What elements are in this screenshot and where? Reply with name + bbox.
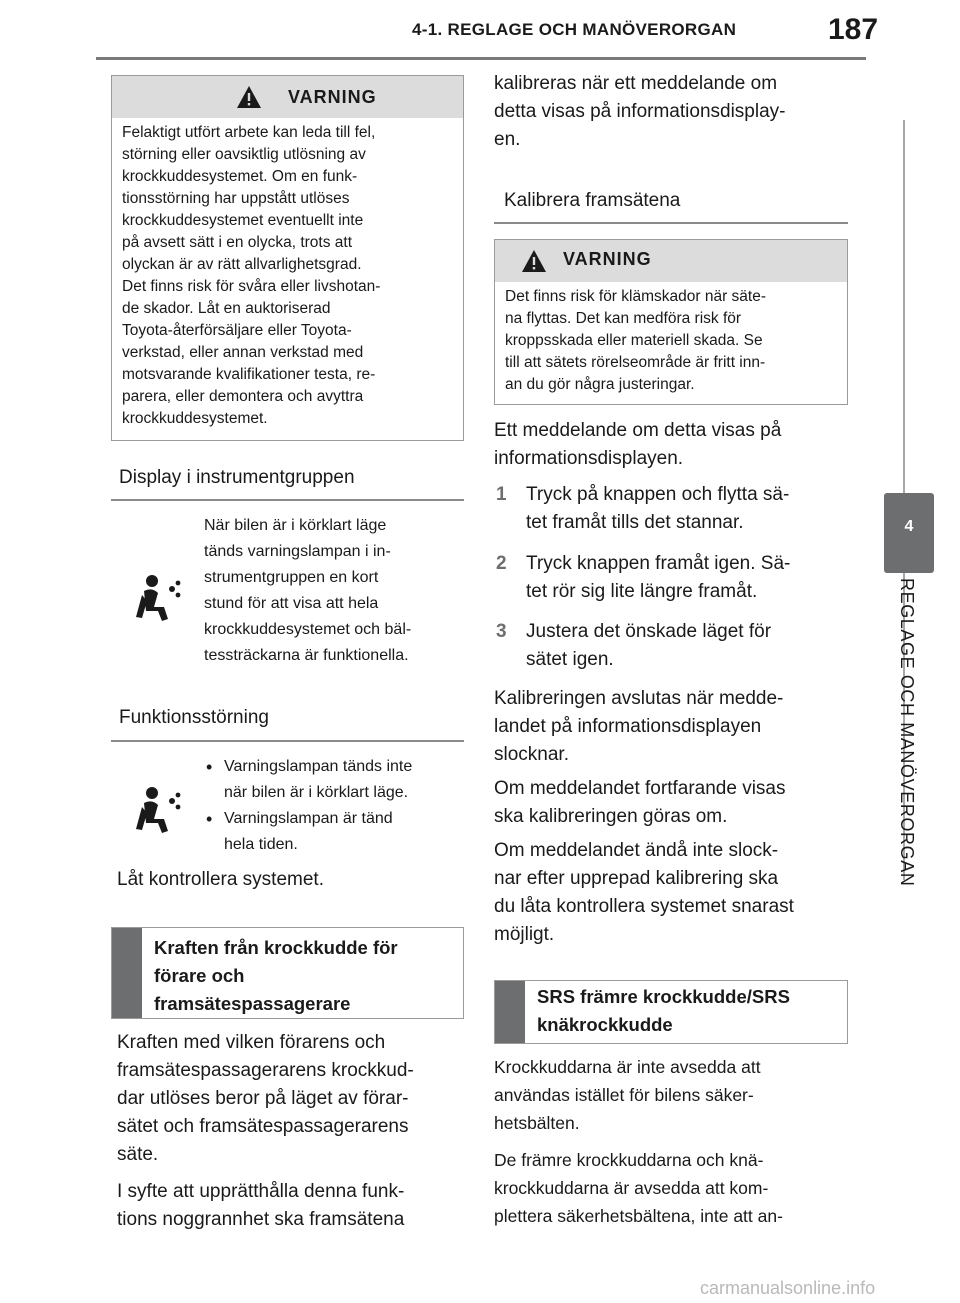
warning-triangle-icon — [521, 249, 547, 273]
calibration-again-paragraph: Om meddelandet fortfarande visas ska kalibreringen göras om. — [494, 778, 786, 827]
section-rule — [111, 499, 464, 501]
warning-label: VARNING — [288, 87, 377, 107]
header-rule — [96, 57, 866, 60]
warning-text: Det finns risk för klämskador när säte- na flyttas. Det kan medföra risk för kroppsskada eller materiell skada. Se till att sätets rörelseområde är fritt inn- an du gör några justeringar. — [505, 288, 767, 393]
step-number: 1 — [496, 484, 507, 505]
chapter-title: 4-1. REGLAGE OCH MANÖVERORGAN — [412, 20, 737, 39]
chapter-side-label: REGLAGE OCH MANÖVERORGAN — [897, 578, 917, 887]
display-text: När bilen är i körklart läge tänds varningslampan i in- strumentgruppen en kort stund för att visa att hela krockkuddesystemet och bäl- tessträckarna är funktionella. — [204, 517, 412, 664]
subheading-box-force — [111, 927, 464, 1019]
airbag-warning-icon — [134, 573, 184, 623]
step-2: 2 Tryck knappen framåt igen. Sä- tet rör sig lite längre framåt. — [494, 550, 854, 606]
malfunction-list — [202, 754, 466, 858]
calibration-check-paragraph: Om meddelandet ändå inte slock- nar efter upprepad kalibrering ska du låta kontrollera systemet snarast möjligt. — [494, 840, 794, 945]
subheading-box-srs — [494, 980, 848, 1044]
section-rule — [494, 222, 848, 224]
warning-text: Felaktigt utfört arbete kan leda till fel, störning eller oavsiktlig utlösning av krockkuddesystemet. Om en funk- tionsstörning har uppstått utlöses krockkuddesystemet eventuellt inte på avsett sätt i en olycka, trots att olyckan är av rätt allvarlighetsgrad. Det finns risk för svåra eller livshotan- de skador. Låt en auktoriserad Toyota-återförsäljare eller Toyota- verkstad, eller annan verkstad med motsvarande kvalifikationer testa, re- parera, eller demontera och avyttra krockkuddesystemet. — [122, 124, 381, 427]
calibration-end-paragraph: Kalibreringen avslutas när medde- landet på informationsdisplayen slocknar. — [494, 688, 784, 765]
warning-triangle-icon — [236, 85, 262, 109]
step-3: 3 Justera det önskade läget för sätet igen. — [494, 618, 854, 674]
subheading-bar — [112, 928, 142, 1018]
list-item: • Varningslampan tänds inte när bilen är i körklart läge. — [202, 754, 466, 806]
warning-header — [112, 76, 463, 118]
subheading-text: Kraften från krockkudde för förare och framsätespassagerare — [154, 937, 398, 1014]
srs-paragraph-1: Krockkuddarna är inte avsedda att användas istället för bilens säker- hetsbälten. — [494, 1057, 761, 1133]
step-number: 2 — [496, 553, 507, 574]
section-heading-calibrate: Kalibrera framsätena — [504, 190, 681, 211]
message-paragraph: Ett meddelande om detta visas på informationsdisplayen. — [494, 420, 782, 469]
chapter-tab-number: 4 — [904, 518, 914, 535]
force-paragraph: Kraften med vilken förarens och framsätespassagerarens krockkud- dar utlöses beror på läget av förar- sätet och framsätespassagerarens säte. — [117, 1032, 414, 1165]
page-number: 187 — [828, 13, 879, 46]
subheading-text: SRS främre krockkudde/SRS knäkrockkudde — [537, 986, 790, 1035]
step-number: 3 — [496, 621, 507, 642]
step-1: 1 Tryck på knappen och flytta sä- tet framåt tills det stannar. — [494, 481, 854, 537]
list-item: • Varningslampan är tänd hela tiden. — [202, 806, 466, 858]
section-heading-display: Display i instrumentgruppen — [119, 467, 355, 488]
warning-box-airbag — [111, 75, 464, 441]
warning-label: VARNING — [563, 249, 652, 269]
section-rule — [111, 740, 464, 742]
warning-header — [495, 240, 847, 282]
subheading-bar — [495, 981, 525, 1043]
watermark: carmanualsonline.info — [700, 1278, 876, 1298]
srs-paragraph-2: De främre krockkuddarna och knä- krockkuddarna är avsedda att kom- plettera säkerhetsbältena, inte att an- — [494, 1150, 783, 1226]
continued-paragraph: kalibreras när ett meddelande om detta visas på informationsdisplay- en. — [494, 73, 786, 150]
airbag-warning-icon — [134, 785, 184, 835]
function-paragraph: I syfte att upprätthålla denna funk- tions noggrannhet ska framsätena — [117, 1181, 405, 1230]
check-system-text: Låt kontrollera systemet. — [117, 869, 324, 890]
warning-box-seat — [494, 239, 848, 405]
section-heading-malfunction: Funktionsstörning — [119, 707, 269, 728]
